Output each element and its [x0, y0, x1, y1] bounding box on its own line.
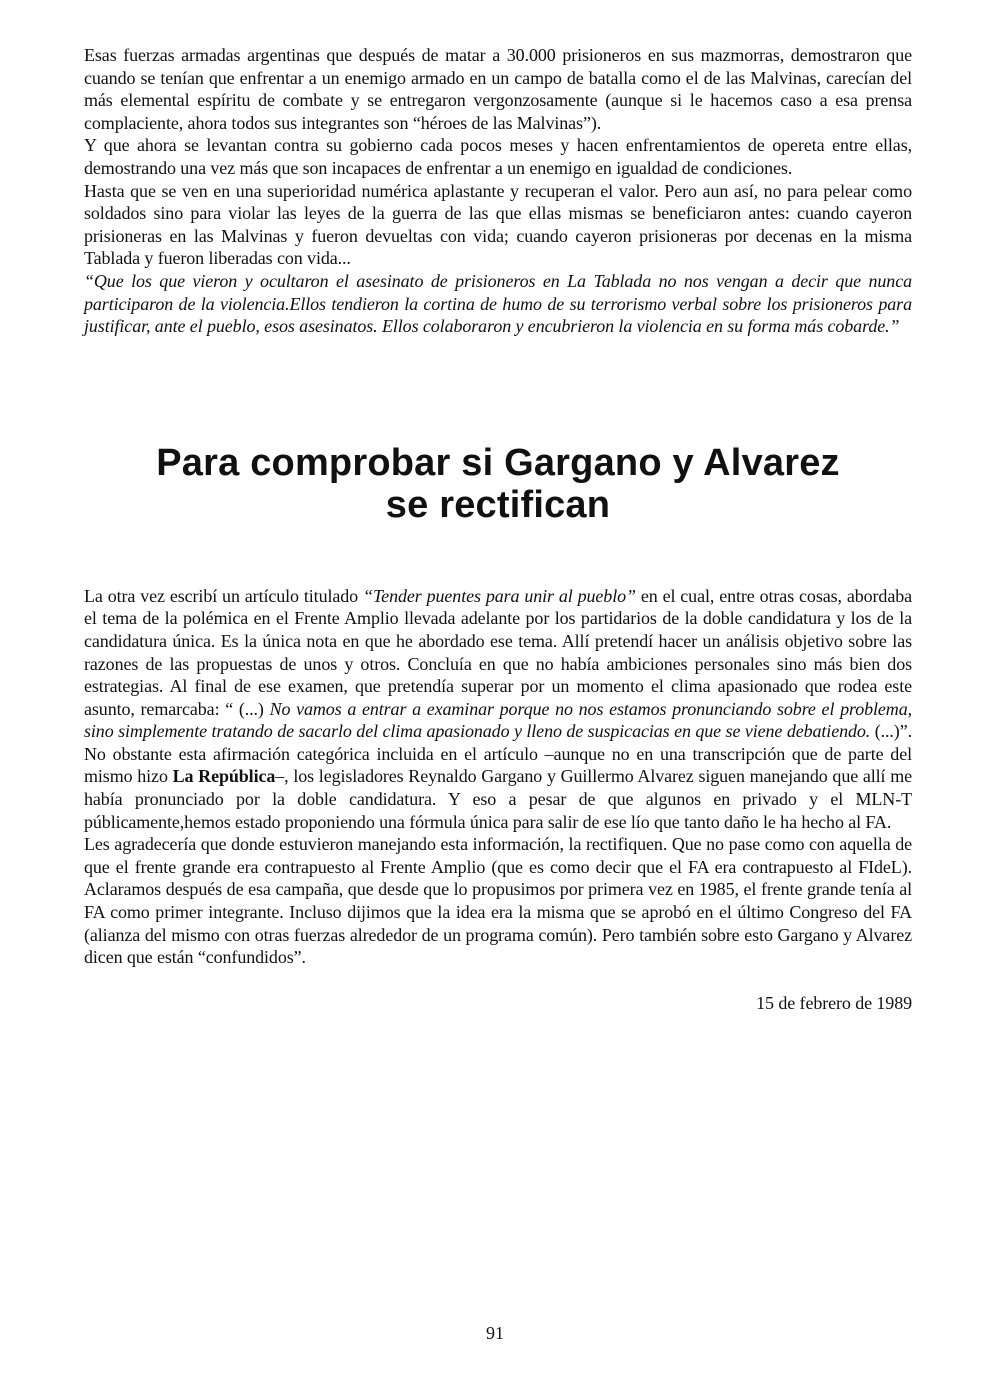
- page-number: 91: [486, 1323, 504, 1343]
- intro-section: [84, 44, 912, 338]
- intro-paragraph-1: Esas fuerzas armadas argentinas que después de matar a 30.000 prisioneros en sus mazmorras, demostraron que cuando se tenían que enfrentar a un enemigo armado en un campo de batalla como el de las Malvinas, carecían del más elemental espíritu de combate y se entregaron vergonzosamente (aunque si le hacemos caso a esa prensa complaciente, ahora todos sus integrantes son “héroes de las Malvinas”).: [84, 45, 912, 133]
- heading-line-1: Para comprobar si Gargano y Alvarez: [156, 441, 840, 484]
- article-paragraph-1: [84, 585, 912, 834]
- cited-quote: No vamos a entrar a examinar porque no nos estamos pronunciando sobre el problema, sino simplemente tratando de sacarlo del clima apasionado y lleno de suspicacias en que se viene debatiendo.: [84, 698, 912, 742]
- paragraph-1-text-a: La otra vez escribí un artículo titulado: [84, 585, 364, 606]
- paragraph-1-text-b: en el cual, entre otras cosas, abordaba el tema de la polémica en el Frente Amplio llevada adelante por los partidarios de la doble candidatura y los de la candidatura única. Es la única nota en que he abordado ese tema. Allí pretendí hacer un análisis objetivo sobre las razones de las propuestas de unos y otros. Concluía en que no había ambiciones personales sino más bien dos estrategias. Al final de ese examen, que pretendía superar por un momento el clima apasionado que rodea este asunto, remarcaba: “ (...): [84, 585, 913, 719]
- intro-quote: “Que los que vieron y ocultaron el asesinato de prisioneros en La Tablada no nos vengan a decir que nunca participaron de la violencia.Ellos tendieron la cortina de humo de su terrorismo verbal sobre los prisioneros para justificar, ante el pueblo, esos asesinatos. Ellos colaboraron y encubrieron la violencia en su forma más cobarde.”: [84, 270, 912, 337]
- article-paragraph-2: Les agradecería que donde estuvieron manejando esta información, la rectifiquen. Que no pase como con aquella de que el frente grande era contrapuesto al Frente Amplio (que es como decir que el FA era contrapuesto al FIdeL). Aclaramos después de esa campaña, que desde que lo propusimos por primera vez en 1985, el frente grande tenía al FA como primer integrante. Incluso dijimos que la idea era la misma que se aprobó en el último Congreso del FA (alianza del mismo con otras fuerzas alrededor de un programa común). Pero también sobre esto Gargano y Alvarez dicen que están “confundidos”.: [84, 834, 912, 968]
- cited-article-title: “Tender puentes para unir al pueblo”: [363, 585, 636, 606]
- article-heading: [84, 442, 912, 526]
- paragraph-1-text-d: –, los legisladores Reynaldo Gargano y Guillermo Alvarez siguen manejando que allí me había pronunciado por la doble candidatura. Y eso a pesar de que algunos en privado y el MLN-T públicamente,hemos estado proponiendo una fórmula única para salir de ese lío que tanto daño le ha hecho al FA.: [84, 766, 912, 832]
- intro-paragraph-2: Y que ahora se levantan contra su gobierno cada pocos meses y hacen enfrentamientos de opereta entre ellas, demostrando una vez más que son incapaces de enfrentar a un enemigo en igualdad de condiciones.: [84, 135, 912, 178]
- article-body: [84, 585, 912, 1015]
- article-date: 15 de febrero de 1989: [756, 992, 912, 1013]
- newspaper-name: La República: [172, 766, 276, 787]
- heading-line-2: se rectifican: [385, 483, 611, 526]
- document-page: [84, 44, 912, 1014]
- intro-paragraph-3: Hasta que se ven en una superioridad numérica aplastante y recuperan el valor. Pero aun así, no para pelear como soldados sino para violar las leyes de la guerra de las que ellas mismas se beneficiaron antes: cuando cayeron prisioneras en las Malvinas y fueron devueltas con vida; cuando cayeron prisioneras por decenas en la misma Tablada y fueron liberadas con vida...: [84, 180, 912, 269]
- paragraph-1-text-c: (...)”. No obstante esta afirmación categórica incluida en el artículo –aunque no en una transcripción que de parte del mismo hizo: [84, 721, 912, 787]
